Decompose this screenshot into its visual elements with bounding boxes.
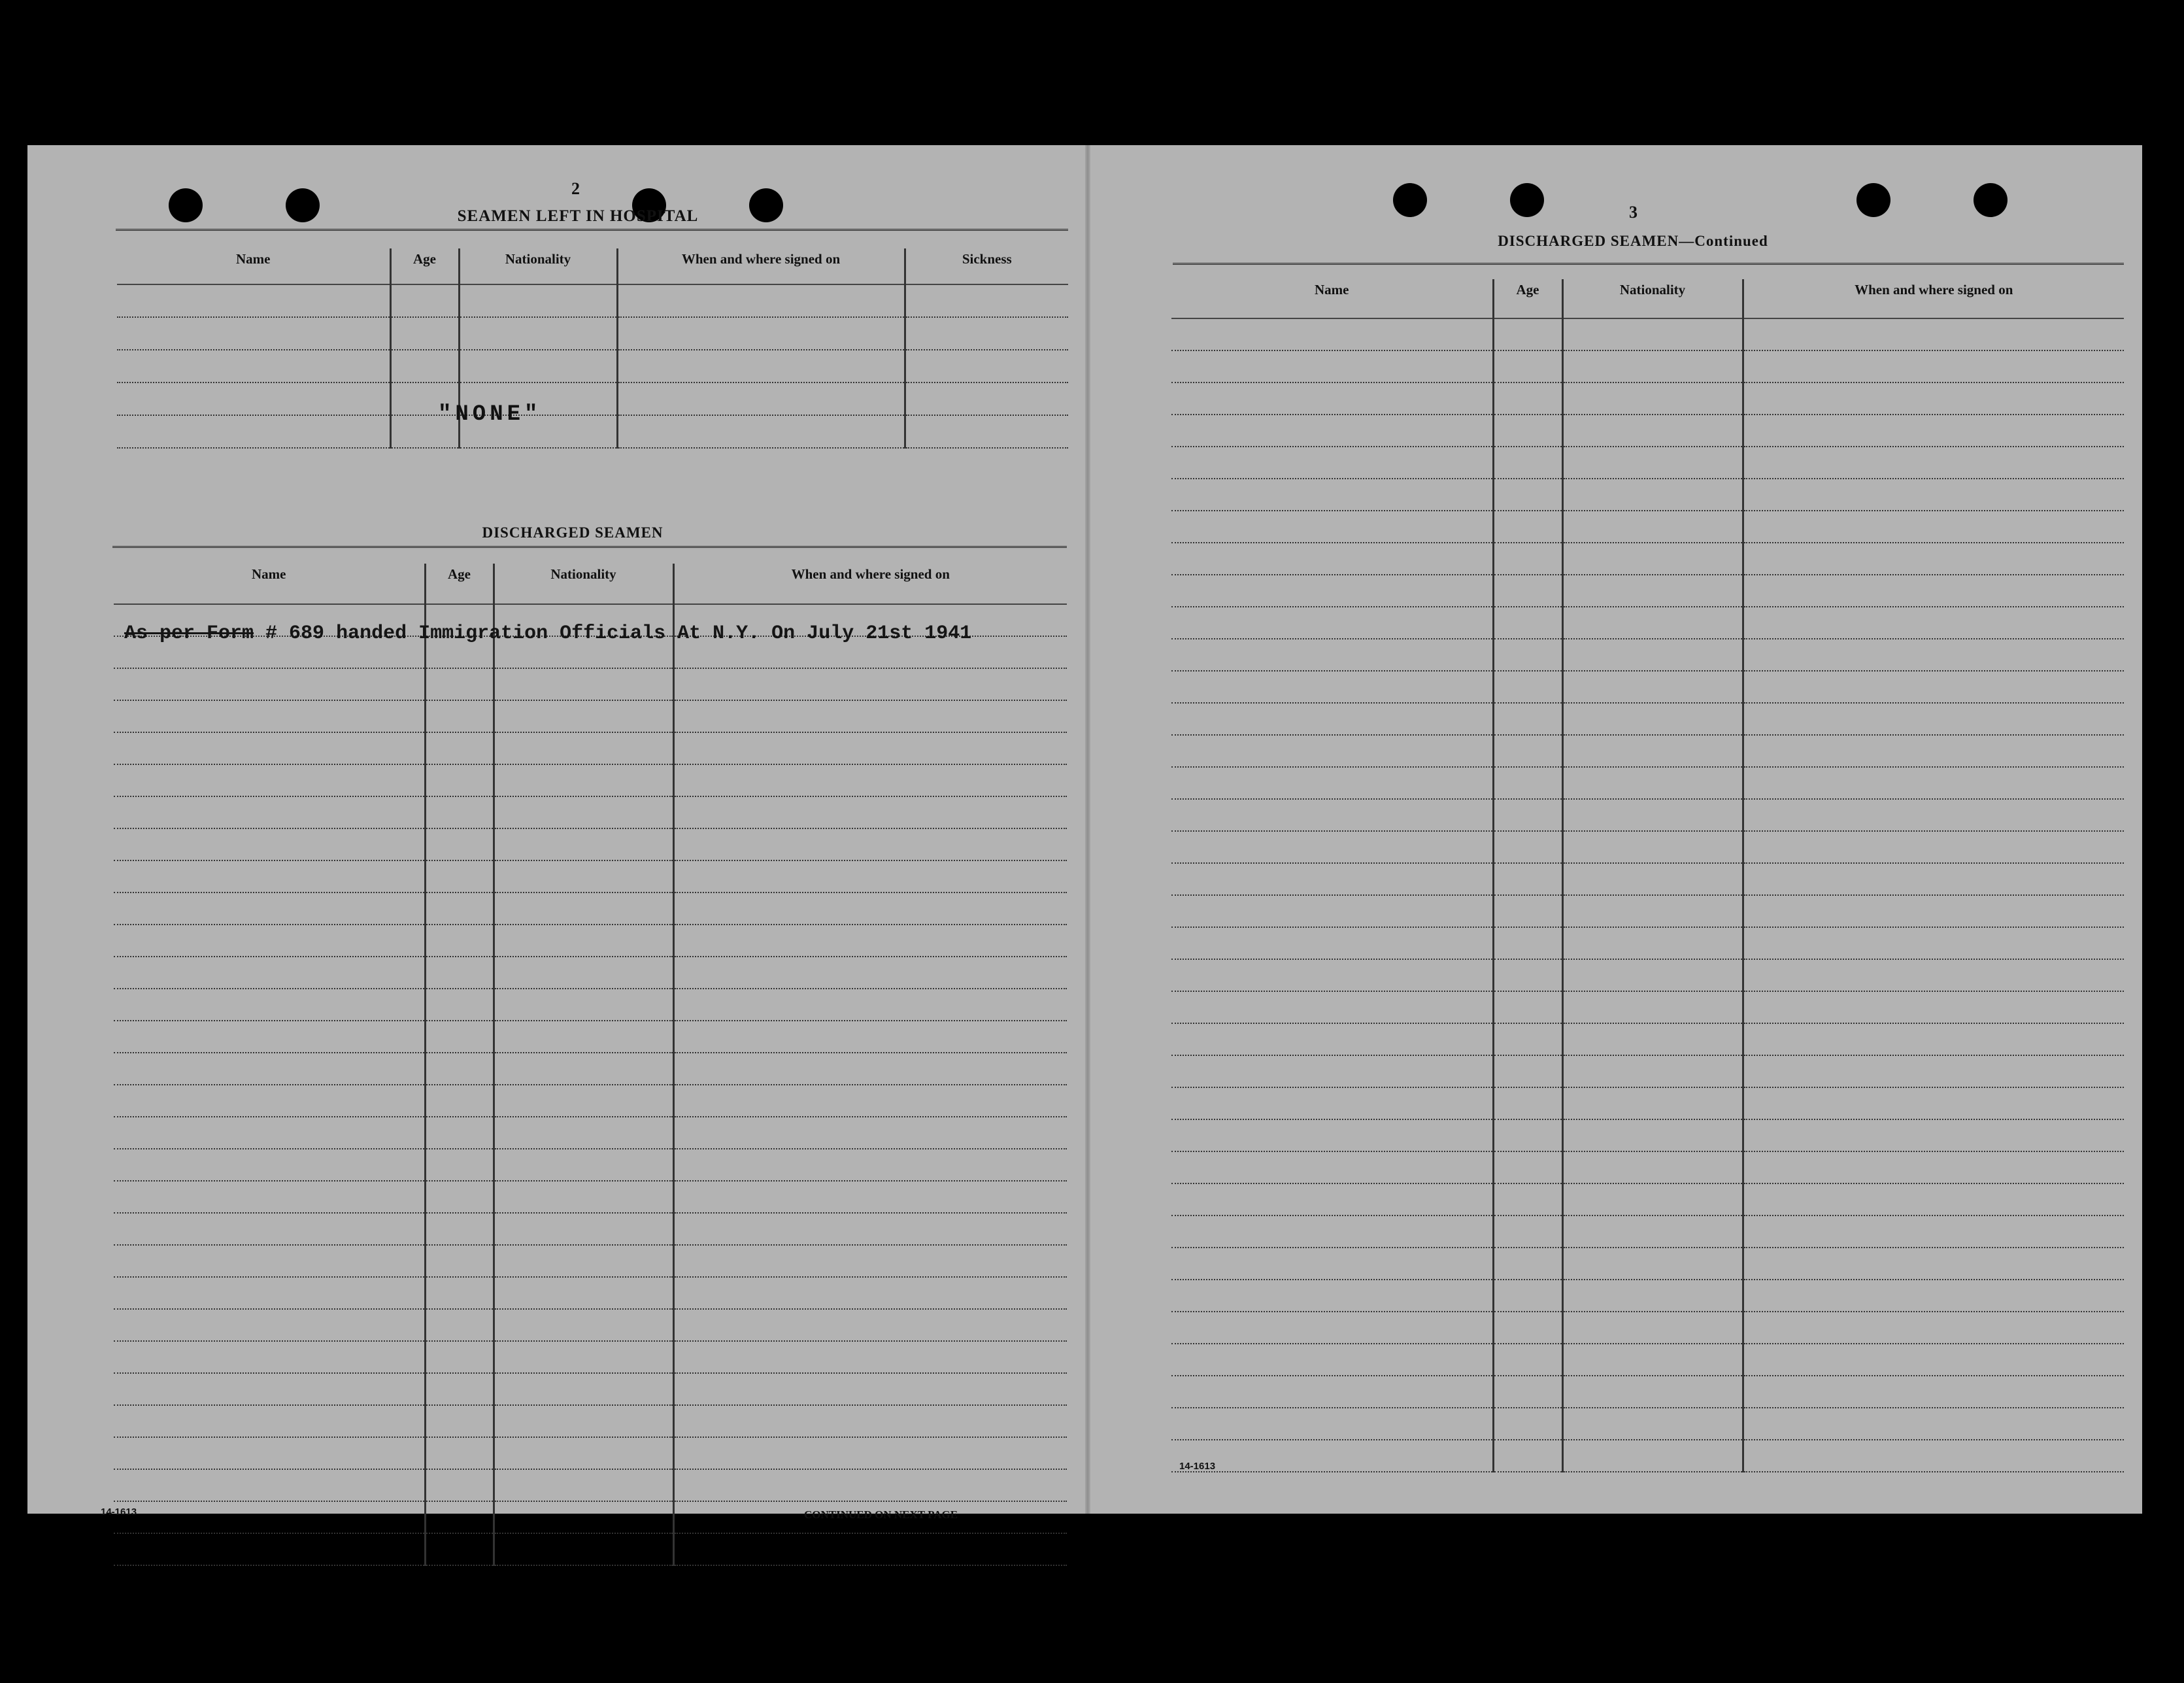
column-header-signed-on: When and where signed on <box>1743 279 2124 318</box>
discharge-note <box>124 622 971 645</box>
column-header-age: Age <box>425 564 494 604</box>
punch-hole <box>1510 183 1544 217</box>
section-rule <box>116 229 1068 231</box>
column-header-age: Age <box>1493 279 1562 318</box>
hospital-table <box>117 248 1068 449</box>
column-header-name: Name <box>114 564 425 604</box>
note-text: # 689 handed Immigration Officials At N.Y. On July 21st 1941 <box>254 622 972 645</box>
punch-hole <box>1856 183 1890 217</box>
discharged-continued-table <box>1171 279 2124 1472</box>
left-page <box>27 145 1086 1521</box>
punch-hole <box>749 188 783 222</box>
column-header-sickness: Sickness <box>905 248 1068 284</box>
discharged-section-title: DISCHARGED SEAMEN <box>482 524 664 541</box>
column-header-signed-on: When and where signed on <box>617 248 905 284</box>
column-header-name: Name <box>1171 279 1493 318</box>
discharged-table <box>114 564 1067 1566</box>
punch-hole <box>1974 183 2008 217</box>
continued-footer: CONTINUED ON NEXT PAGE <box>804 1508 958 1521</box>
form-number: 14-1613 <box>101 1506 137 1518</box>
punch-hole <box>286 188 320 222</box>
right-page <box>1093 145 2142 1514</box>
continued-section-title: DISCHARGED SEAMEN—Continued <box>1498 233 1768 249</box>
struck-text: As per Form <box>124 622 254 645</box>
section-rule <box>1173 263 2124 265</box>
hospital-section-title: SEAMEN LEFT IN HOSPITAL <box>457 207 699 225</box>
column-header-signed-on: When and where signed on <box>673 564 1067 604</box>
section-rule <box>112 546 1067 548</box>
column-header-nationality: Nationality <box>459 248 617 284</box>
form-number: 14-1613 <box>1179 1461 1216 1472</box>
document-sheet <box>27 145 2142 1521</box>
column-header-nationality: Nationality <box>494 564 673 604</box>
punch-hole <box>169 188 203 222</box>
none-stamp: "NONE" <box>438 402 542 427</box>
column-header-nationality: Nationality <box>1562 279 1743 318</box>
page-number: 2 <box>571 179 580 198</box>
punch-hole <box>1393 183 1427 217</box>
column-header-name: Name <box>117 248 390 284</box>
column-header-age: Age <box>390 248 459 284</box>
page-number: 3 <box>1629 203 1638 222</box>
page-fold <box>1085 145 1090 1514</box>
